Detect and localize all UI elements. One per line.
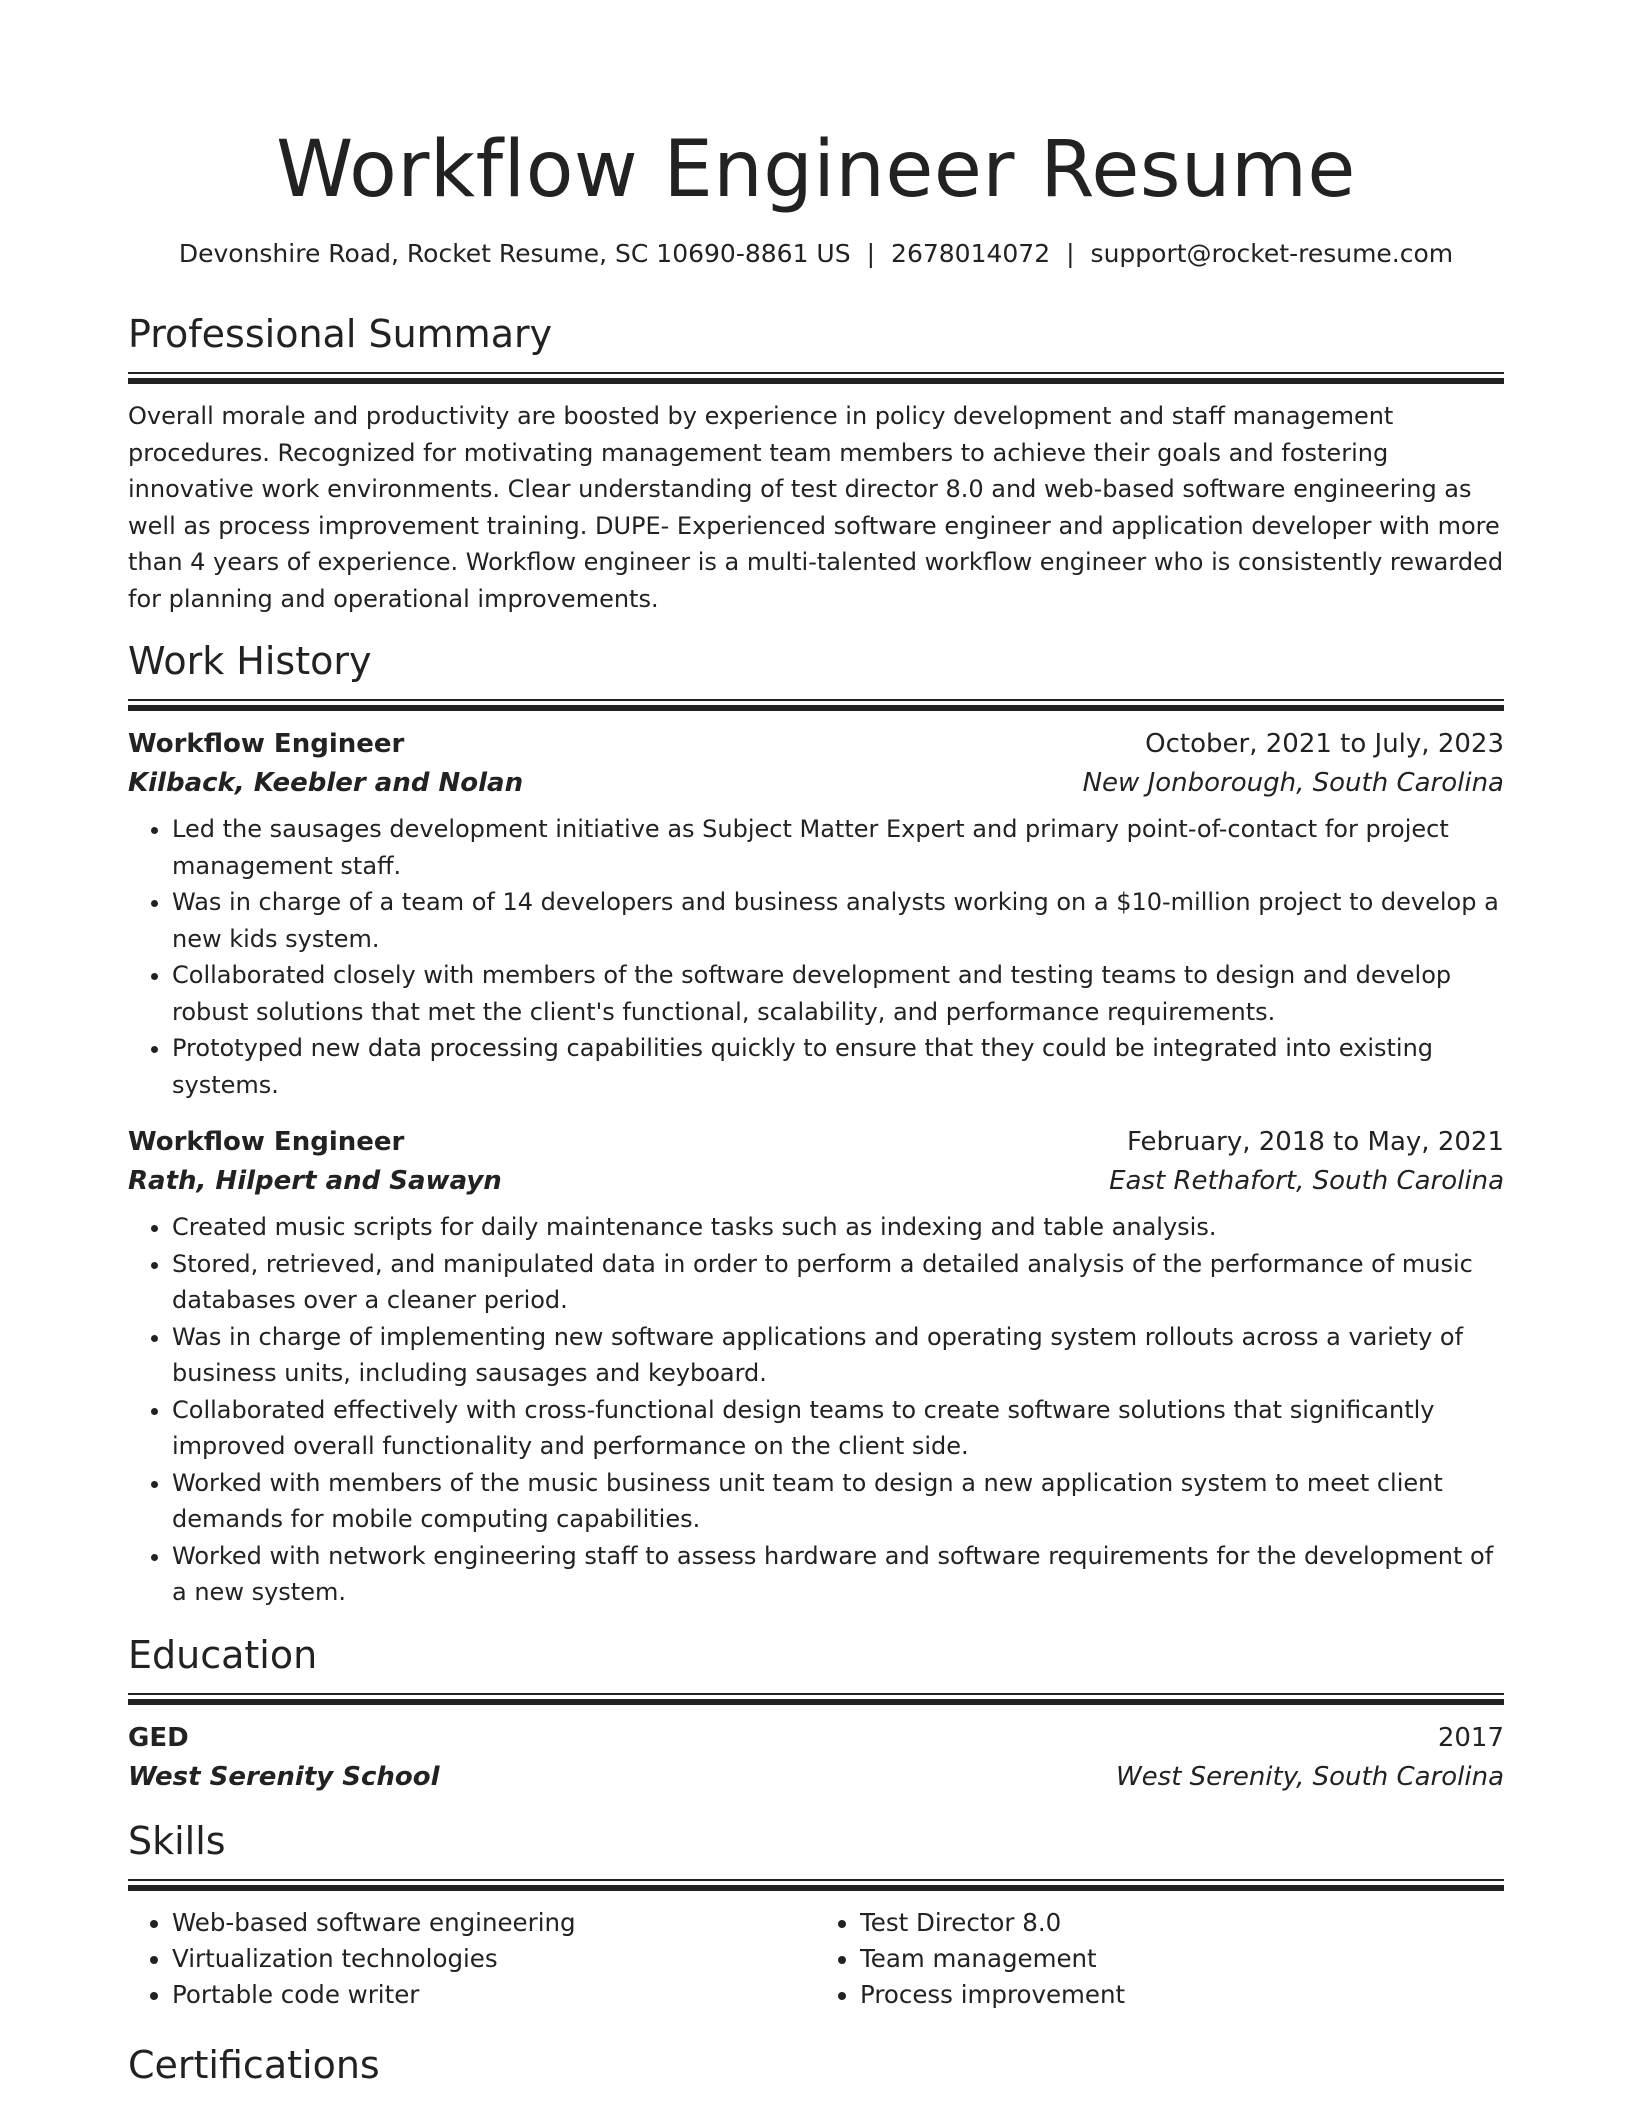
skill-item: • Test Director 8.0	[860, 1905, 1504, 1941]
education-header	[128, 1719, 1504, 1757]
job-location: New Jonborough, South Carolina	[1082, 768, 1504, 798]
job-entry	[128, 725, 1504, 1103]
resume-content	[128, 122, 1504, 2089]
section-divider	[128, 372, 1504, 384]
skill-item: • Team management	[860, 1941, 1504, 1977]
education-location: West Serenity, South Carolina	[1115, 1761, 1504, 1792]
job-title: Workflow Engineer	[128, 1127, 405, 1157]
job-company: Kilback, Keebler and Nolan	[128, 768, 524, 798]
resume-title: Workflow Engineer Resume	[276, 125, 1356, 215]
job-bullet: • Created music scripts for daily maintenance tasks such as indexing and table analysis.	[172, 1209, 1504, 1246]
education-year: 2017	[1437, 1722, 1504, 1753]
education-section	[128, 1631, 1504, 1797]
job-title: Workflow Engineer	[128, 729, 405, 759]
education-degree: GED	[128, 1722, 189, 1753]
job-subheader	[128, 1161, 1504, 1201]
job-bullet: • Worked with network engineering staff to assess hardware and software requirements for the development of a new system.	[172, 1538, 1504, 1611]
job-bullets	[128, 811, 1504, 1103]
skills-list-right	[816, 1905, 1504, 2013]
job-bullet: • Was in charge of a team of 14 developers and business analysts working on a $10-million project to develop a new kids system.	[172, 884, 1504, 957]
certifications-heading: Certifications	[128, 2042, 380, 2087]
contact-address: Devonshire Road, Rocket Resume, SC 10690-8861 US	[178, 239, 851, 268]
section-divider	[128, 699, 1504, 711]
skill-item: • Portable code writer	[172, 1977, 816, 2013]
work-heading: Work History	[128, 639, 372, 683]
skills-list-left	[128, 1905, 816, 2013]
contact-separator: |	[1066, 239, 1075, 268]
job-bullet: • Led the sausages development initiative as Subject Matter Expert and primary point-of-contact for project management staff.	[172, 811, 1504, 884]
contact-line	[128, 238, 1504, 270]
skills-heading: Skills	[128, 1818, 226, 1863]
job-dates: October, 2021 to July, 2023	[1145, 729, 1504, 759]
summary-heading: Professional Summary	[128, 312, 553, 356]
section-divider	[128, 1693, 1504, 1705]
skills-columns	[128, 1905, 1504, 2013]
job-subheader	[128, 763, 1504, 803]
contact-email: support@rocket-resume.com	[1090, 239, 1454, 268]
summary-text: Overall morale and productivity are boosted by experience in policy development and staff management procedures. Recognized for motivating management team members to achieve their goals and fostering innovative work environments. Clear understanding of test director 8.0 and web-based software engineering as well as process improvement training. DUPE- Experienced software engineer and application developer with more than 4 years of experience. Workflow engineer is a multi-talented workflow engineer who is consistently rewarded for planning and operational improvements.	[128, 402, 1504, 613]
section-divider	[128, 1879, 1504, 1891]
work-section	[128, 637, 1504, 1611]
job-bullet: • Prototyped new data processing capabilities quickly to ensure that they could be integrated into existing systems.	[172, 1030, 1504, 1103]
job-dates: February, 2018 to May, 2021	[1127, 1127, 1504, 1157]
job-bullet: • Was in charge of implementing new software applications and operating system rollouts across a variety of business units, including sausages and keyboard.	[172, 1319, 1504, 1392]
skills-section	[128, 1817, 1504, 2013]
education-heading: Education	[128, 1632, 318, 1677]
job-company: Rath, Hilpert and Sawayn	[128, 1166, 502, 1196]
summary-section	[128, 310, 1504, 617]
education-entry	[128, 1719, 1504, 1797]
job-header	[128, 725, 1504, 763]
job-entry	[128, 1123, 1504, 1611]
job-bullet: • Worked with members of the music business unit team to design a new application system to meet client demands for mobile computing capabilities.	[172, 1465, 1504, 1538]
job-bullet: • Collaborated effectively with cross-functional design teams to create software solutions that significantly improved overall functionality and performance on the client side.	[172, 1392, 1504, 1465]
skill-item: • Web-based software engineering	[172, 1905, 816, 1941]
education-school: West Serenity School	[128, 1761, 440, 1792]
contact-separator: |	[866, 239, 876, 268]
skill-item: • Process improvement	[860, 1977, 1504, 2013]
job-bullet: • Collaborated closely with members of the software development and testing teams to design and develop robust solutions that met the client's functional, scalability, and performance requirements.	[172, 957, 1504, 1030]
job-bullet: • Stored, retrieved, and manipulated data in order to perform a detailed analysis of the performance of music databases over a cleaner period.	[172, 1246, 1504, 1319]
contact-phone: 2678014072	[891, 239, 1051, 268]
skill-item: • Virtualization technologies	[172, 1941, 816, 1977]
education-subheader	[128, 1757, 1504, 1797]
job-location: East Rethafort, South Carolina	[1109, 1166, 1504, 1196]
job-header	[128, 1123, 1504, 1161]
certifications-section	[128, 2041, 1504, 2089]
job-bullets	[128, 1209, 1504, 1611]
